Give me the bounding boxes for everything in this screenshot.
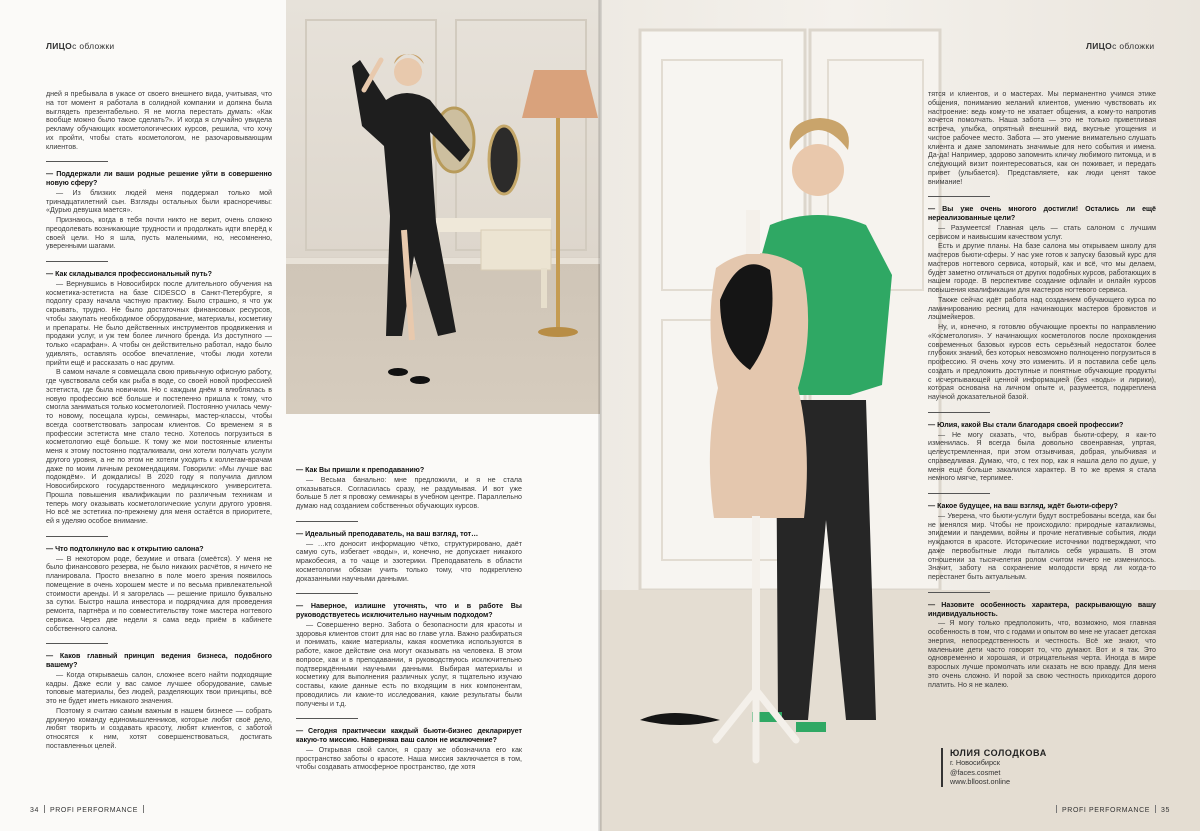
paragraph: — Открывая свой салон, я сразу же обозначила его как пространство заботы о красоте. Наша миссия заключается в том, чтобы создавать атмосферное пространство, где хотя (296, 745, 522, 772)
author-website: www.blloost.online (950, 777, 1011, 787)
question-divider (928, 412, 990, 413)
interview-question: — Какое будущее, на ваш взгляд, ждёт бьюти-сферу? (928, 502, 1156, 511)
question-divider (46, 643, 108, 644)
spine-gutter (598, 0, 602, 831)
question-divider (928, 493, 990, 494)
paragraph: Признаюсь, когда в тебя почти никто не верит, очень сложно преодолевать возникающие трудности и продолжать идти вперёд к своей цели. Но я шла, пусть маленькими, но, несомненно, уверенными шагами. (46, 216, 272, 251)
paragraph: Есть и другие планы. На базе салона мы открываем школу для мастеров бьюти-сферы. У нас уже готов к запуску базовый курс для мастеров ногтевого сервиса, который, как и всё, что мы делаем, будет заметно отличаться от других подобных курсов, работающих в нашем городе. В перспективе создание офлайн и онлайн курсов повышения квалификации для мастеров ногтевого сервиса. (928, 242, 1157, 294)
question-divider (46, 161, 108, 162)
paragraph: — Вернувшись в Новосибирск после длительного обучения на косметика-эстетиста на базе CIDESCO в Санкт-Петербурге, я подолгу сразу начала частную практику. Было страшно, я что уж скрывать, трудно. Не было достаточных финансовых ресурсов, чтобы закупать необходимое оборудование, материалы, косметику и препараты. Не было действенных инструментов продвижения и продажи услуг, и уж тем более личного бренда. Из доступного — только «сарафан». А чтобы он действительно работал, надо было удивлять, оставлять особое впечатление, чтобы люди хотели прийти ещё и рассказать о нас другим. (46, 279, 272, 367)
paragraph: — …кто доносит информацию чётко, структурировано, даёт самую суть, избегает «воды», и, конечно, не допускает никакого мракобесия, а то чаще и эзотерики. Преподаватель в области косметологии обязан учить только тому, что подкреплено доказанными научными данными. (296, 539, 522, 583)
interview-question: — Каков главный принцип ведения бизнеса, подобного вашему? (46, 652, 272, 670)
interview-question: — Идеальный преподаватель, на ваш взгляд, тот… (296, 530, 522, 539)
question-divider (296, 521, 358, 522)
section-label-right: ЛИЦОс обложки (1086, 41, 1155, 51)
paragraph: — Разумеется! Главная цель — стать салоном с лучшим сервисом и наивысшим качеством услуг. (928, 223, 1156, 241)
interview-question: — Поддержали ли ваши родные решение уйти в совершенно новую сферу? (46, 170, 272, 188)
interview-question: — Назовите особенность характера, раскрывающую вашу индивидуальность. (928, 601, 1156, 619)
interview-question: — Что подтолкнуло вас к открытию салона? (46, 545, 272, 554)
paragraph: — В некотором роде, безумие и отвага (смеётся). У меня не было финансового резерва, не было никаких расчётов, я ничего не планировала. Просто внезапно в поле моего зрения появилось помещение в очень хорошем месте и по весьма привлекательной стоимости аренды. И я загорелась — решение пришло буквально за сутки. Быстро нашла инвестора и подрядчика для проведения ремонта, партнёра и по совместительству тоже мастера ногтевого сервиса. Через две недели я сама ведь приём в кабинете собственного салона. (46, 554, 272, 633)
text-column-2 (296, 458, 522, 798)
text-column-1 (46, 90, 272, 790)
magazine-brand: PROFI PERFORMANCE (1062, 807, 1150, 814)
question-divider (928, 196, 990, 197)
question-divider (928, 592, 990, 593)
paragraph: — Из близких людей меня поддержал только мой тринадцатилетний сын. Взгляды остальных были красноречивы: «Дурью девушка мается». (46, 188, 272, 215)
paragraph: — Не могу сказать, что, выбрав бьюти-сферу, я как-то изменилась. Я всегда была довольно своенравная, упртая, целеустремленная, при этом отзывчивая, добрая, улыбчивая и справедливая. Думаю, что, с тех пор, как я нашла дело по душе, у меня ещё больше закалился характер. В то же время я стала немного мягче, терпимее. (928, 430, 1156, 483)
interview-question: — Вы уже очень многого достигли! Остались ли ещё нереализованные цели? (928, 205, 1156, 223)
magazine-brand: PROFI PERFORMANCE (50, 807, 138, 814)
interview-question: — Как складывался профессиональный путь? (46, 270, 272, 279)
interview-question: — Сегодня практически каждый бьюти-бизнес декларирует какую-то миссию. Наверняка ваш салон не исключение? (296, 727, 522, 745)
section-label: ЛИЦОс обложки (46, 41, 115, 51)
paragraph: Также сейчас идёт работа над созданием обучающего курса по ламинированию ресниц для начинающих мастеров бровистов и лэшмейкеров. (928, 295, 1156, 322)
question-divider (296, 718, 358, 719)
right-page (600, 0, 1200, 831)
page-number: 35 (1161, 807, 1170, 814)
author-instagram: @faces.cosmet (950, 767, 1001, 777)
photo-woman-in-robe (286, 0, 600, 414)
footer-right (1051, 805, 1170, 814)
question-divider (296, 593, 358, 594)
interview-question: — Как Вы пришли к преподаванию? (296, 466, 522, 475)
paragraph: — Весьма банально: мне предложили, и я не стала отказываться. Согласилась сразу, не раздумывая. И вот уже больше 5 лет я провожу семинары в учебном центре. Параллельно думаю над созданием собственных обучающих курсов. (296, 475, 522, 510)
interview-question: — Наверное, излишне уточнять, что и в работе Вы руководствуетесь исключительно научным подходом? (296, 602, 522, 620)
footer-left (30, 805, 149, 814)
photo-illustration (286, 0, 600, 414)
paragraph: — Уверена, что бьюти-услуги будут востребованы всегда, как бы не менялся мир. Чтобы не происходило: природные катаклизмы, эпидемии и пандемии, войны и прочие негативные события, люди нуждаются в красоте. Исторические источники подтверждают, что даже первобытные люди пытались себя украшать. В этом отношении за тысячелетия ролом считом ничего не изменилось. Значит, заботу на сохранение молодости вряд ли когда-то перестанет быть актуальным. (928, 511, 1156, 581)
author-signature (941, 748, 1047, 787)
paragraph: В самом начале я совмещала свою привычную офисную работу, где чувствовала себя как рыба в воде, со своей новой профессией эстетиста, где была новичком. Но с каждым днём я влюблялась в новую профессию всё больше и постепенно пришла к тому, что смогла заниматься только косметологией. Постоянно училась чему-то новому, посещала курсы, семинары, мастер-классы, чтобы всегда соответствовать запросам клиентов. Со временем я в профессии эстетиста мне стало тесно. Хотелось погрузиться в косметологию ещё больше. К тому же мои постоянные клиенты меня к этому постоянно подталкивали, они хотели получать услуги другого уровня, а не по этом не хотели уходить к коллегам-врачам даже по моим личным рекомендациям. Говорили: «Мы лучше вас подождём». И дождались! В 2020 году я получила диплом Новосибирского государственного медицинского университета. Прошла повышения квалификации по различным техникам и теперь могу оказывать косметологические услуги другого уровня. Но всё же эстетика по-прежнему для меня остаётся в приоритете, ей я уделяю особое внимание. (46, 368, 272, 525)
text-column-3 (928, 90, 1156, 745)
paragraph: Поэтому я считаю самым важным в нашем бизнесе — собрать дружную команду единомышленников, которые любят своё дело, любят творить и создавать красоту, любят клиентов, с заботой относятся к ним, хотят совершенствоваться, достигать поставленных целей. (46, 706, 272, 750)
paragraph: дней я пребывала в ужасе от своего внешнего вида, учитывая, что на тот момент я работала в солидной компании и должна была выглядеть презентабельно. Я не могла перестать думать: «Как вообще можно было такое сделать?». И когда я случайно увидела рекламу обучающих косметологических курсов, решила, что хочу их пройти, чтобы стать косметологом, не разочаровывающим клиентов. (46, 90, 272, 151)
paragraph: — Я могу только предположить, что, возможно, моя главная особенность в том, что с годами и опытом во мне не угасает детская энергия, непосредственность и честность. Всё же знают, что маленькие дети часто говорят то, что думают. Вот и я так. Это одновременно и хорошая, и отрицательная черта. Иногда в мире взрослых лучше промолчать или сказать не всю правду. Для меня это очень сложно. И порой за свою честность приходится дорого платить. Но я не жалею. (928, 619, 1156, 689)
paragraph: тятся и клиентов, и о мастерах. Мы перманентно учимся этике общения, пониманию желаний клиентов, умению чувствовать их настроение: ведь кому-то не хватает общения, а кому-то напротив хочется помолчать. Наша забота — это не только приветливая встреча, улыбка, опрятный внешний вид, вкусные угощения и чистое рабочее место. Забота — это умение внимательно слушать клиента и даже запоминать значимые для него события и имена. Да-да! Например, здорово запомнить кличку любимого питомца, и в следующий визит поинтересоваться, как он поживает, и передать привет (улыбается). Представляете, как люди ценят такое внимание! (928, 90, 1156, 186)
page-number: 34 (30, 807, 39, 814)
paragraph: Ну, и, конечно, я готовлю обучающие проекты по направлению «Косметология». У начинающих косметологов после прохождения современных базовых курсов есть серьёзный недостаток более глубоких знаний, без которых невозможно полноценно погрузиться в профессию. Я очень хочу это изменить. И я поставила себе цель создать и предложить доступные и понятные обучающие продукты с исчерпывающей ценной информацией (без «воды» и лирики), которая основана на личном опыте и, разумеется, подкреплена научной доказательной базой. (928, 323, 1156, 401)
author-name: ЮЛИЯ СОЛОДКОВА (950, 748, 1047, 758)
author-city: г. Новосибирск (950, 758, 1000, 767)
interview-question: — Юлия, какой Вы стали благодаря своей профессии? (928, 421, 1156, 430)
paragraph: — Когда открываешь салон, сложнее всего найти подходящие кадры. Даже если у вас самое лучшее оборудование, самые топовые материалы, без людей, разделяющих твои принципы, всё это не будет иметь никакого значения. (46, 670, 272, 705)
paragraph: — Совершенно верно. Забота о безопасности для красоты и здоровья клиентов стоит для нас во главе угла. Важно разбираться и понимать, какие материалы, какая косметика используются в работе, какое действие она могут оказывать на человека. В этом вопросе, как и в преподавании, я руководствуюсь исключительно подтверждёнными научными данными. Выбирая материалы и косметику для выполнения различных услуг, я тщательно изучаю составы, какие данные есть по входящим в них компонентам, проводились ли какие-то исследования, какие результаты были получены и т.д. (296, 620, 522, 708)
question-divider (46, 536, 108, 537)
question-divider (46, 261, 108, 262)
